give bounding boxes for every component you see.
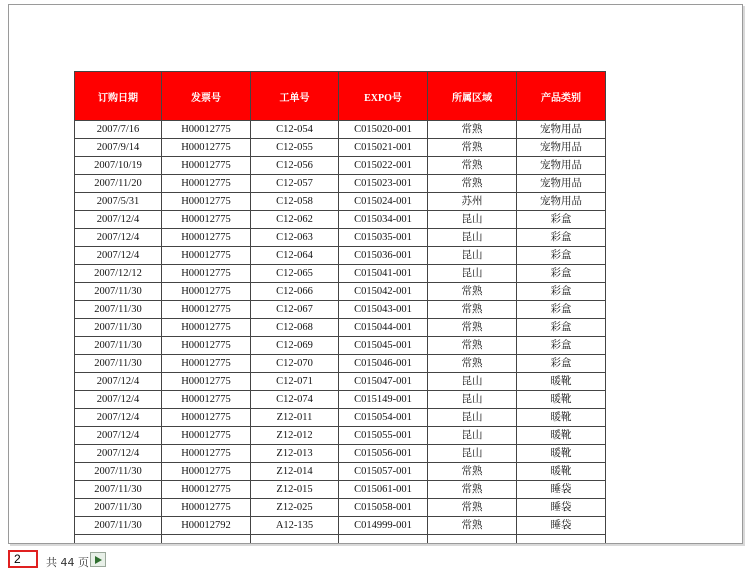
cell-expo-no: C015020-001 bbox=[339, 121, 428, 139]
table-row bbox=[75, 427, 606, 445]
cell-invoice-no: H00012775 bbox=[162, 427, 251, 445]
cell-order-date: 2007/12/4 bbox=[75, 409, 162, 427]
cell-invoice-no: H00012775 bbox=[162, 355, 251, 373]
cell-invoice-no: H00012775 bbox=[162, 139, 251, 157]
cell-product-category: 宠物用品 bbox=[517, 157, 606, 175]
cell-expo-no: C015024-001 bbox=[339, 193, 428, 211]
cell-expo-no: C015021-001 bbox=[339, 139, 428, 157]
cell-region: 常熟 bbox=[428, 121, 517, 139]
cell-product-category: 睡袋 bbox=[517, 481, 606, 499]
cell-order-date: 2007/12/4 bbox=[75, 427, 162, 445]
table-row bbox=[75, 499, 606, 517]
cell-product-category: 暖靴 bbox=[517, 391, 606, 409]
cell-order-date: 2007/11/30 bbox=[75, 319, 162, 337]
cell-invoice-no: H00012775 bbox=[162, 247, 251, 265]
table-row bbox=[75, 175, 606, 193]
cell-partial bbox=[339, 535, 428, 544]
cell-order-date: 2007/11/30 bbox=[75, 283, 162, 301]
cell-expo-no: C015044-001 bbox=[339, 319, 428, 337]
cell-invoice-no: H00012775 bbox=[162, 373, 251, 391]
cell-work-order-no: C12-066 bbox=[251, 283, 339, 301]
table-row bbox=[75, 445, 606, 463]
cell-product-category: 彩盒 bbox=[517, 355, 606, 373]
table-row bbox=[75, 139, 606, 157]
table-row bbox=[75, 517, 606, 535]
cell-region: 昆山 bbox=[428, 427, 517, 445]
table-header-row bbox=[75, 72, 606, 121]
cell-order-date: 2007/11/30 bbox=[75, 301, 162, 319]
cell-region: 昆山 bbox=[428, 391, 517, 409]
cell-region: 常熟 bbox=[428, 499, 517, 517]
table-row bbox=[75, 373, 606, 391]
cell-product-category: 彩盒 bbox=[517, 211, 606, 229]
cell-region: 常熟 bbox=[428, 319, 517, 337]
cell-order-date: 2007/12/4 bbox=[75, 247, 162, 265]
print-preview-page bbox=[8, 4, 743, 544]
cell-invoice-no: H00012775 bbox=[162, 463, 251, 481]
header-work-order-no: 工单号 bbox=[251, 72, 339, 121]
cell-invoice-no: H00012775 bbox=[162, 337, 251, 355]
cell-work-order-no: C12-068 bbox=[251, 319, 339, 337]
cell-work-order-no: C12-054 bbox=[251, 121, 339, 139]
table-row bbox=[75, 121, 606, 139]
cell-product-category: 彩盒 bbox=[517, 265, 606, 283]
cell-product-category: 宠物用品 bbox=[517, 121, 606, 139]
cell-product-category: 睡袋 bbox=[517, 499, 606, 517]
cell-expo-no: C015054-001 bbox=[339, 409, 428, 427]
cell-order-date: 2007/10/19 bbox=[75, 157, 162, 175]
cell-order-date: 2007/11/30 bbox=[75, 337, 162, 355]
cell-work-order-no: C12-062 bbox=[251, 211, 339, 229]
cell-product-category: 宠物用品 bbox=[517, 139, 606, 157]
data-table bbox=[74, 71, 606, 544]
cell-work-order-no: C12-070 bbox=[251, 355, 339, 373]
cell-region: 常熟 bbox=[428, 139, 517, 157]
cell-expo-no: C015041-001 bbox=[339, 265, 428, 283]
cell-expo-no: C015036-001 bbox=[339, 247, 428, 265]
cell-expo-no: C015034-001 bbox=[339, 211, 428, 229]
cell-partial bbox=[75, 535, 162, 544]
cell-region: 昆山 bbox=[428, 211, 517, 229]
cell-expo-no: C014999-001 bbox=[339, 517, 428, 535]
next-page-button[interactable] bbox=[90, 552, 106, 567]
cell-order-date: 2007/11/30 bbox=[75, 499, 162, 517]
cell-partial bbox=[428, 535, 517, 544]
table-row bbox=[75, 283, 606, 301]
cell-work-order-no: C12-069 bbox=[251, 337, 339, 355]
cell-work-order-no: C12-067 bbox=[251, 301, 339, 319]
table-row bbox=[75, 319, 606, 337]
cell-order-date: 2007/12/12 bbox=[75, 265, 162, 283]
cell-invoice-no: H00012775 bbox=[162, 193, 251, 211]
cell-expo-no: C015061-001 bbox=[339, 481, 428, 499]
cell-product-category: 暖靴 bbox=[517, 463, 606, 481]
cell-invoice-no: H00012775 bbox=[162, 175, 251, 193]
cell-product-category: 宠物用品 bbox=[517, 193, 606, 211]
cell-work-order-no: C12-058 bbox=[251, 193, 339, 211]
header-expo-no: EXPO号 bbox=[339, 72, 428, 121]
cell-invoice-no: H00012775 bbox=[162, 319, 251, 337]
cell-invoice-no: H00012775 bbox=[162, 157, 251, 175]
cell-work-order-no: Z12-011 bbox=[251, 409, 339, 427]
table-row bbox=[75, 463, 606, 481]
cell-product-category: 暖靴 bbox=[517, 445, 606, 463]
cell-region: 常熟 bbox=[428, 175, 517, 193]
cell-work-order-no: C12-055 bbox=[251, 139, 339, 157]
cell-order-date: 2007/5/31 bbox=[75, 193, 162, 211]
cell-product-category: 暖靴 bbox=[517, 427, 606, 445]
cell-order-date: 2007/11/30 bbox=[75, 517, 162, 535]
cell-expo-no: C015022-001 bbox=[339, 157, 428, 175]
table-row bbox=[75, 481, 606, 499]
cell-order-date: 2007/11/30 bbox=[75, 481, 162, 499]
cell-region: 常熟 bbox=[428, 337, 517, 355]
cell-invoice-no: H00012775 bbox=[162, 265, 251, 283]
cell-work-order-no: C12-074 bbox=[251, 391, 339, 409]
cell-region: 常熟 bbox=[428, 301, 517, 319]
cell-invoice-no: H00012775 bbox=[162, 445, 251, 463]
cell-expo-no: C015055-001 bbox=[339, 427, 428, 445]
cell-invoice-no: H00012792 bbox=[162, 517, 251, 535]
table-row bbox=[75, 247, 606, 265]
header-product-category: 产品类别 bbox=[517, 72, 606, 121]
header-region: 所属区域 bbox=[428, 72, 517, 121]
table-row bbox=[75, 337, 606, 355]
cell-expo-no: C015035-001 bbox=[339, 229, 428, 247]
table-row bbox=[75, 157, 606, 175]
table-row-partial bbox=[75, 535, 606, 544]
cell-expo-no: C015149-001 bbox=[339, 391, 428, 409]
cell-product-category: 彩盒 bbox=[517, 337, 606, 355]
cell-product-category: 睡袋 bbox=[517, 517, 606, 535]
cell-order-date: 2007/7/16 bbox=[75, 121, 162, 139]
cell-invoice-no: H00012775 bbox=[162, 211, 251, 229]
cell-region: 苏州 bbox=[428, 193, 517, 211]
cell-work-order-no: Z12-015 bbox=[251, 481, 339, 499]
table-row bbox=[75, 193, 606, 211]
cell-region: 昆山 bbox=[428, 445, 517, 463]
table-row bbox=[75, 409, 606, 427]
cell-order-date: 2007/12/4 bbox=[75, 445, 162, 463]
total-pages-label: 共 44 页 bbox=[46, 556, 89, 569]
cell-work-order-no: C12-065 bbox=[251, 265, 339, 283]
cell-order-date: 2007/11/30 bbox=[75, 463, 162, 481]
cell-product-category: 彩盒 bbox=[517, 283, 606, 301]
cell-region: 常熟 bbox=[428, 283, 517, 301]
cell-region: 常熟 bbox=[428, 355, 517, 373]
table-body bbox=[75, 121, 606, 544]
cell-order-date: 2007/12/4 bbox=[75, 229, 162, 247]
table-row bbox=[75, 229, 606, 247]
cell-region: 昆山 bbox=[428, 265, 517, 283]
cell-expo-no: C015058-001 bbox=[339, 499, 428, 517]
cell-product-category: 彩盒 bbox=[517, 301, 606, 319]
cell-product-category: 彩盒 bbox=[517, 247, 606, 265]
cell-product-category: 暖靴 bbox=[517, 409, 606, 427]
cell-partial bbox=[517, 535, 606, 544]
cell-region: 昆山 bbox=[428, 247, 517, 265]
cell-work-order-no: C12-056 bbox=[251, 157, 339, 175]
cell-product-category: 彩盒 bbox=[517, 229, 606, 247]
cell-work-order-no: Z12-012 bbox=[251, 427, 339, 445]
cell-partial bbox=[251, 535, 339, 544]
cell-work-order-no: Z12-025 bbox=[251, 499, 339, 517]
cell-invoice-no: H00012775 bbox=[162, 391, 251, 409]
cell-region: 昆山 bbox=[428, 409, 517, 427]
cell-work-order-no: Z12-013 bbox=[251, 445, 339, 463]
pager bbox=[0, 546, 751, 574]
cell-order-date: 2007/11/30 bbox=[75, 355, 162, 373]
cell-expo-no: C015043-001 bbox=[339, 301, 428, 319]
cell-expo-no: C015023-001 bbox=[339, 175, 428, 193]
cell-region: 常熟 bbox=[428, 481, 517, 499]
cell-region: 常熟 bbox=[428, 157, 517, 175]
cell-expo-no: C015046-001 bbox=[339, 355, 428, 373]
cell-partial bbox=[162, 535, 251, 544]
cell-region: 常熟 bbox=[428, 463, 517, 481]
cell-expo-no: C015042-001 bbox=[339, 283, 428, 301]
table-row bbox=[75, 265, 606, 283]
table-row bbox=[75, 301, 606, 319]
cell-order-date: 2007/9/14 bbox=[75, 139, 162, 157]
cell-order-date: 2007/12/4 bbox=[75, 391, 162, 409]
table-row bbox=[75, 211, 606, 229]
cell-work-order-no: C12-064 bbox=[251, 247, 339, 265]
cell-expo-no: C015047-001 bbox=[339, 373, 428, 391]
header-invoice-no: 发票号 bbox=[162, 72, 251, 121]
cell-work-order-no: C12-071 bbox=[251, 373, 339, 391]
cell-product-category: 暖靴 bbox=[517, 373, 606, 391]
cell-invoice-no: H00012775 bbox=[162, 229, 251, 247]
cell-invoice-no: H00012775 bbox=[162, 283, 251, 301]
page-number-input[interactable] bbox=[8, 550, 38, 568]
header-order-date: 订购日期 bbox=[75, 72, 162, 121]
cell-region: 昆山 bbox=[428, 229, 517, 247]
cell-work-order-no: A12-135 bbox=[251, 517, 339, 535]
cell-product-category: 彩盒 bbox=[517, 319, 606, 337]
table-row bbox=[75, 355, 606, 373]
cell-invoice-no: H00012775 bbox=[162, 121, 251, 139]
cell-invoice-no: H00012775 bbox=[162, 499, 251, 517]
cell-expo-no: C015045-001 bbox=[339, 337, 428, 355]
cell-work-order-no: C12-057 bbox=[251, 175, 339, 193]
cell-expo-no: C015056-001 bbox=[339, 445, 428, 463]
cell-invoice-no: H00012775 bbox=[162, 409, 251, 427]
cell-order-date: 2007/12/4 bbox=[75, 373, 162, 391]
cell-invoice-no: H00012775 bbox=[162, 301, 251, 319]
cell-product-category: 宠物用品 bbox=[517, 175, 606, 193]
cell-order-date: 2007/12/4 bbox=[75, 211, 162, 229]
table-row bbox=[75, 391, 606, 409]
cell-expo-no: C015057-001 bbox=[339, 463, 428, 481]
cell-region: 昆山 bbox=[428, 373, 517, 391]
play-triangle-icon bbox=[95, 556, 102, 564]
cell-region: 常熟 bbox=[428, 517, 517, 535]
cell-work-order-no: C12-063 bbox=[251, 229, 339, 247]
cell-order-date: 2007/11/20 bbox=[75, 175, 162, 193]
cell-work-order-no: Z12-014 bbox=[251, 463, 339, 481]
cell-invoice-no: H00012775 bbox=[162, 481, 251, 499]
